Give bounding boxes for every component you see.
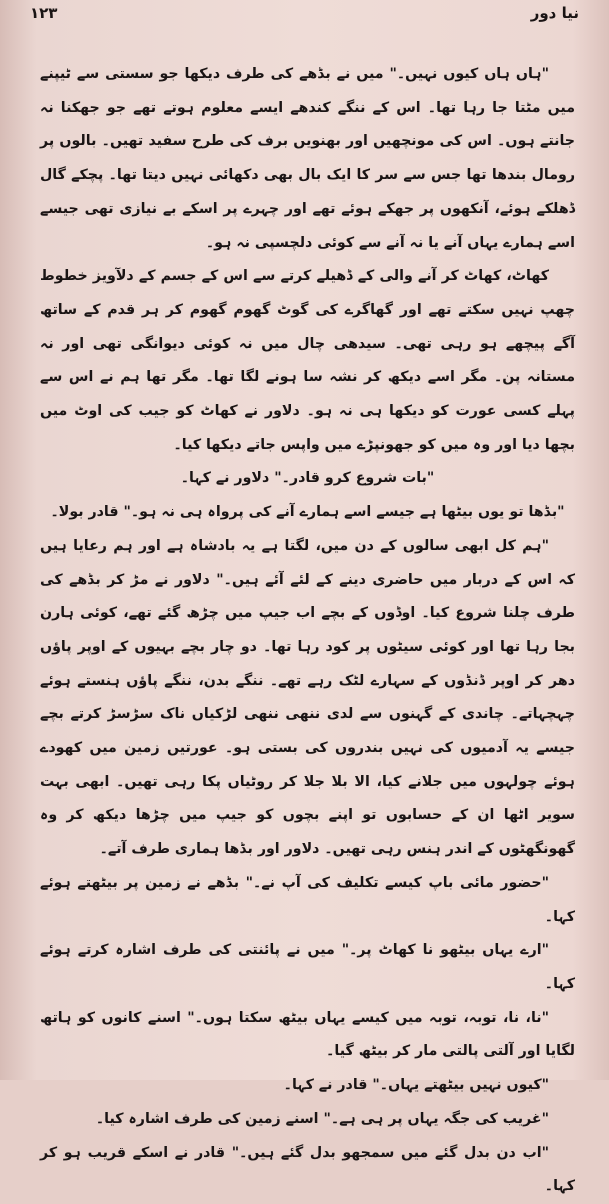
paragraph-1: "ہاں ہاں کیوں نہیں۔" میں نے بڈھے کی طرف دیکھا جو سستی سے ٹیپنے میں مٹتا جا رہا تھا۔ اس کے ننگے کندھے ایسے معلوم ہوتے تھے جو جھکنا نہ جانتے ہوں۔ اس کی مونچھیں اور بھنویں برف کی طرح سفید تھیں۔ بالوں پر رومال بندھا تھا جس سے سر کا ایک بال بھی دکھائی نہیں دیتا تھا۔ پچکے گال ڈھلکے ہوئے، آنکھوں پر جھکے ہوئے تھے اور چہرے پر اسکے بے نیازی تھی جیسے اسے ہمارے یہاں آنے یا نہ آنے سے کوئی دلچسپی نہ ہو۔ [40,66,575,251]
page-body [40,58,575,1204]
paragraph-10: "غریب کی جگہ یہاں پر ہی ہے۔" اسنے زمین کی طرف اشارہ کیا۔ [95,1110,549,1127]
paragraph-9: "کیوں نہیں بیٹھتے یہاں۔" قادر نے کہا۔ [283,1077,549,1094]
paragraph-8: "نا، نا، توبہ، توبہ میں کیسے یہاں بیٹھ سکتا ہوں۔" اسنے کانوں کو ہاتھ لگایا اور آلتی پالتی مار کر بیٹھ گیا۔ [40,1009,575,1060]
page-header [30,4,579,26]
paragraph-2: کھاٹ، کھاٹ کر آنے والی کے ڈھیلے کرتے سے اس کے جسم کے دلآویز خطوط چھپ نہیں سکتے تھے اور گھاگرے کی گوٹ گھوم گھوم کر ہر قدم کے ساتھ آگے پیچھے ہو رہی تھی۔ سیدھی چال میں نہ کوئی دیوانگی تھی اور نہ مستانہ پن۔ مگر اسے دیکھ کر نشہ سا ہونے لگا تھا۔ مگر تھا ہم نے اس سے پہلے کسی عورت کو دیکھا ہی نہ ہو۔ دلاور نے کھاٹ کو جیب کی اوٹ میں بچھا دیا اور وہ میں کو جھونپڑے میں واپس جاتے دیکھا کیا۔ [40,268,575,453]
journal-title: نیا دور [530,4,579,22]
paragraph-4: "بڈھا تو یوں بیٹھا ہے جیسے اسے ہمارے آنے کی پرواہ ہی نہ ہو۔" قادر بولا۔ [50,504,565,521]
paragraph-11: "اب دن بدل گئے میں سمجھو بدل گئے ہیں۔" قادر نے اسکے قریب ہو کر کہا۔ [40,1144,575,1195]
page-number: ۱۲۳ [30,4,58,22]
paragraph-3: "بات شروع کرو قادر۔" دلاور نے کہا۔ [180,470,435,487]
paragraph-7: "ارے یہاں بیٹھو نا کھاٹ پر۔" میں نے پائنتی کی طرف اشارہ کرتے ہوئے کہا۔ [40,942,575,992]
paragraph-5: "ہم کل ابھی سالوں کے دن میں، لگتا ہے یہ بادشاہ ہے اور ہم رعایا ہیں کہ اس کے دربار میں حاضری دینے کے لئے آئے ہیں۔" دلاور نے مڑ کر بڈھے کی طرف چلنا شروع کیا۔ اوڈوں کے بچے اب جیپ میں چڑھ گئے تھے، کوئی ہارن بجا رہا تھا اور کوئی سیٹوں پر کود رہا تھا۔ دو چار بچے بہیوں کے اوپر پاؤں دھر کر اوپر ڈنڈوں کے سہارے لٹک رہے تھے۔ ننگے بدن، ننگے پاؤں ہنستے ہوئے چہچہاتے۔ چاندی کے گہنوں سے لدی ننھی ننھی لڑکیاں ناک سڑسڑ کرتے بچے جیسے یہ آدمیوں کی نہیں بندروں کی بستی ہو۔ عورتیں زمین میں کھودے ہوئے چولہوں میں جلانے کیا، الا بلا جلا کر روٹیاں پکا رہی تھیں۔ ابھی بہت سویر اٹھا ان کے حسابوں تو اپنے بچوں کو جیپ میں چڑھا دیکھ کر وہ گھونگھٹوں کے اندر ہنس رہی تھیں۔ دلاور اور بڈھا ہماری طرف آتے۔ [40,537,575,858]
paragraph-6: "حضور مائی باپ کیسے تکلیف کی آپ نے۔" بڈھے نے زمین پر بیٹھتے ہوئے کہا۔ [40,874,575,925]
